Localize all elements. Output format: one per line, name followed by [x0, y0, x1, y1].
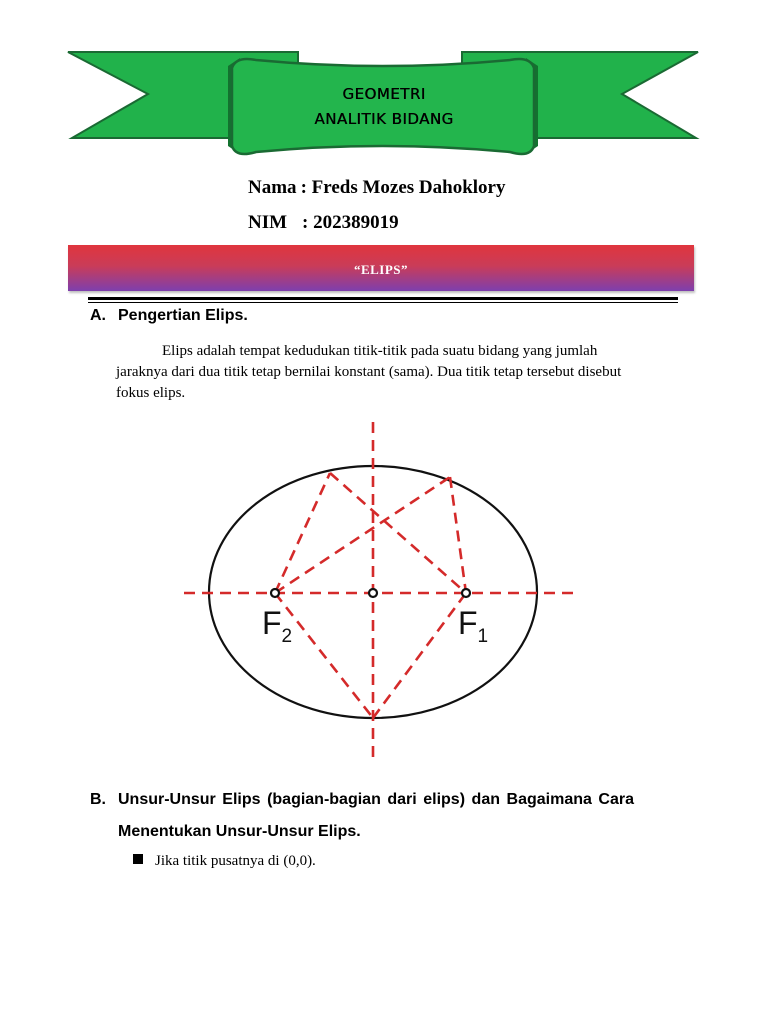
center-point — [369, 589, 377, 597]
banner-line-1: GEOMETRI — [342, 85, 426, 103]
focus-f1-label: $F_1$ — [458, 605, 489, 647]
focal-line-bottom-f1 — [373, 593, 466, 718]
section-b-heading — [90, 784, 634, 848]
ellipse-diagram — [180, 420, 580, 765]
definition-text: Elips adalah tempat kedudukan titik-titik pada suatu bidang yang jumlah jaraknya dari dua titik tetap bernilai konstant (sama). Dua titik tetap tersebut disebut fokus elips. — [116, 343, 622, 401]
nim-value: : 202389019 — [302, 212, 399, 233]
bullet-text: Jika titik pusatnya di (0,0). — [155, 853, 316, 869]
divider-thin — [88, 302, 678, 303]
name-label: Nama — [248, 177, 297, 198]
focal-line-f2-bottom — [275, 593, 373, 718]
section-b-title: Unsur-Unsur Elips (bagian-bagian dari elips) dan Bagaimana Cara Menentukan Unsur-Unsur Elips. — [118, 791, 634, 840]
square-bullet-icon — [133, 854, 143, 864]
focal-line-f2-top-left — [275, 473, 330, 593]
elips-title-bar — [68, 245, 694, 291]
nim-label: NIM — [248, 212, 288, 233]
focus-f2-label: $F_2$ — [262, 605, 293, 647]
section-a-title: Pengertian Elips. — [118, 307, 248, 324]
focus-f1-point — [462, 589, 470, 597]
elips-title-text: “ELIPS” — [353, 262, 409, 277]
definition-paragraph — [116, 341, 636, 404]
divider-thick — [88, 297, 678, 300]
nim-line — [248, 212, 399, 234]
section-a-number: A. — [90, 307, 106, 324]
section-a-heading — [90, 307, 248, 325]
bullet-item — [133, 853, 316, 870]
focus-f2-point — [271, 589, 279, 597]
section-b-number: B. — [90, 791, 106, 808]
name-value: : Freds Mozes Dahoklory — [300, 177, 506, 198]
banner-line-2: ANALITIK BIDANG — [314, 110, 454, 128]
name-line — [248, 177, 506, 199]
banner-title — [236, 82, 532, 132]
focal-line-top-right-f1 — [450, 477, 466, 593]
focal-line-top-left-f1 — [330, 473, 466, 593]
